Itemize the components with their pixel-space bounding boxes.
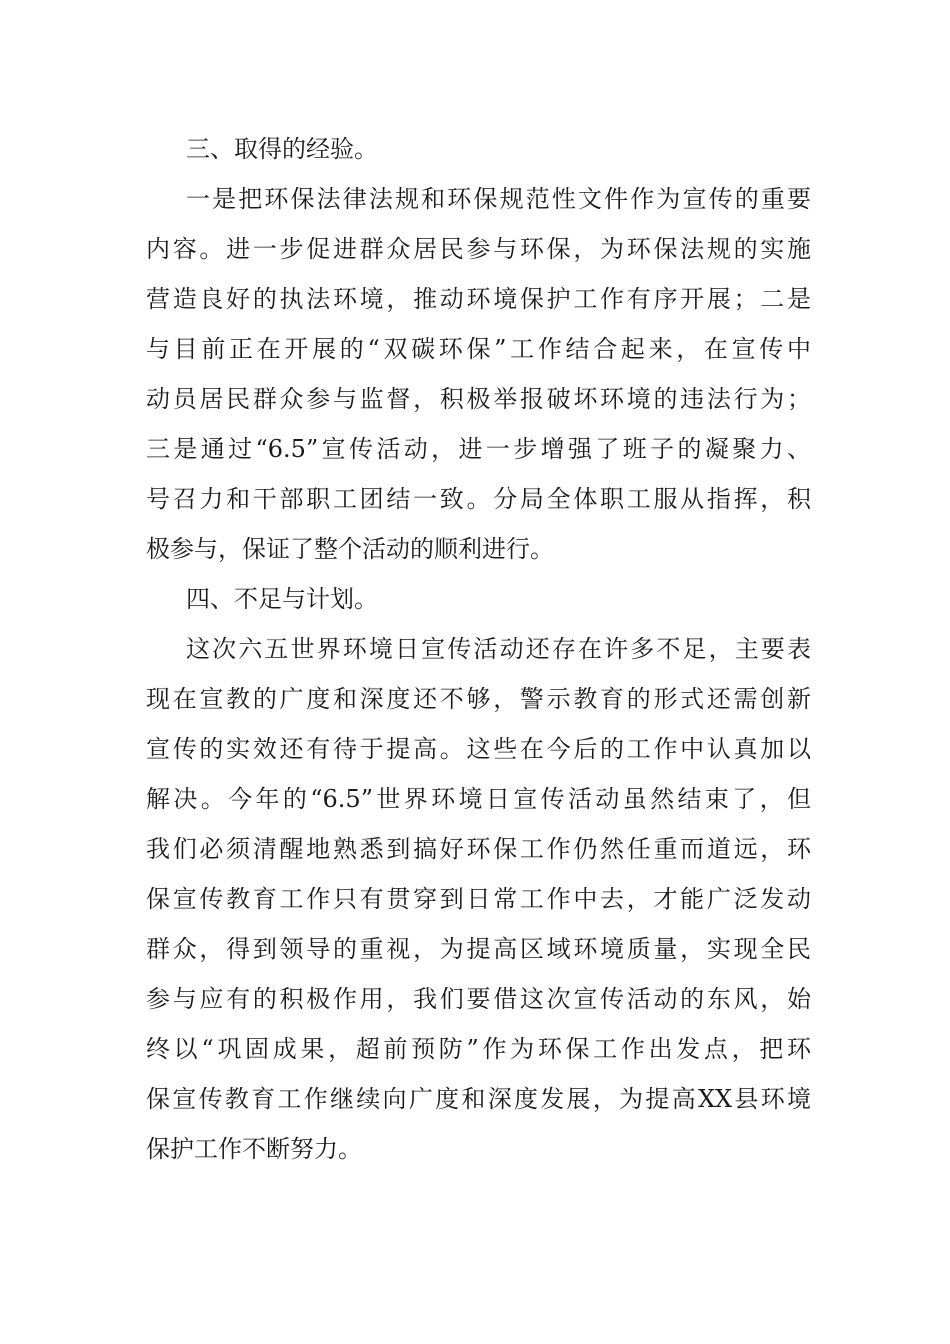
- paragraph-line: 极参与，保证了整个活动的顺利进行。: [146, 535, 554, 563]
- paragraph-line: 营造良好的执法环境，推动环境保护工作有序开展；二是: [146, 285, 811, 313]
- paragraph-line: 现在宣教的广度和深度还不够，警示教育的形式还需创新: [146, 685, 811, 713]
- paragraph-line: 这次六五世界环境日宣传活动还存在许多不足，主要表: [186, 635, 811, 663]
- section-heading-shortcomings: 四、不足与计划。: [186, 585, 378, 613]
- paragraph-line: 与目前正在开展的“双碳环保”工作结合起来，在宣传中: [146, 335, 811, 363]
- paragraph-line: 动员居民群众参与监督，积极举报破坏环境的违法行为；: [146, 385, 811, 413]
- document-body: [146, 124, 811, 1174]
- paragraph-line: 一是把环保法律法规和环保规范性文件作为宣传的重要: [186, 185, 811, 213]
- paragraph-line: 解决。今年的“6.5”世界环境日宣传活动虽然结束了，但: [146, 785, 811, 813]
- paragraph-line: 保宣传教育工作只有贯穿到日常工作中去，才能广泛发动: [146, 885, 811, 913]
- paragraph-line: 内容。进一步促进群众居民参与环保，为环保法规的实施: [146, 235, 811, 263]
- paragraph-line: 群众，得到领导的重视，为提高区域环境质量，实现全民: [146, 935, 811, 963]
- paragraph-line: 三是通过“6.5”宣传活动，进一步增强了班子的凝聚力、: [146, 435, 811, 463]
- paragraph-line: 参与应有的积极作用，我们要借这次宣传活动的东风，始: [146, 985, 811, 1013]
- paragraph-line: 保宣传教育工作继续向广度和深度发展，为提高XX县环境: [146, 1085, 811, 1113]
- section-heading-experience: 三、取得的经验。: [186, 135, 378, 163]
- paragraph-line: 保护工作不断努力。: [146, 1135, 362, 1163]
- paragraph-line: 终以“巩固成果，超前预防”作为环保工作出发点，把环: [146, 1035, 811, 1063]
- paragraph-line: 号召力和干部职工团结一致。分局全体职工服从指挥，积: [146, 485, 811, 513]
- paragraph-line: 宣传的实效还有待于提高。这些在今后的工作中认真加以: [146, 735, 811, 763]
- paragraph-line: 我们必须清醒地熟悉到搞好环保工作仍然任重而道远，环: [146, 835, 811, 863]
